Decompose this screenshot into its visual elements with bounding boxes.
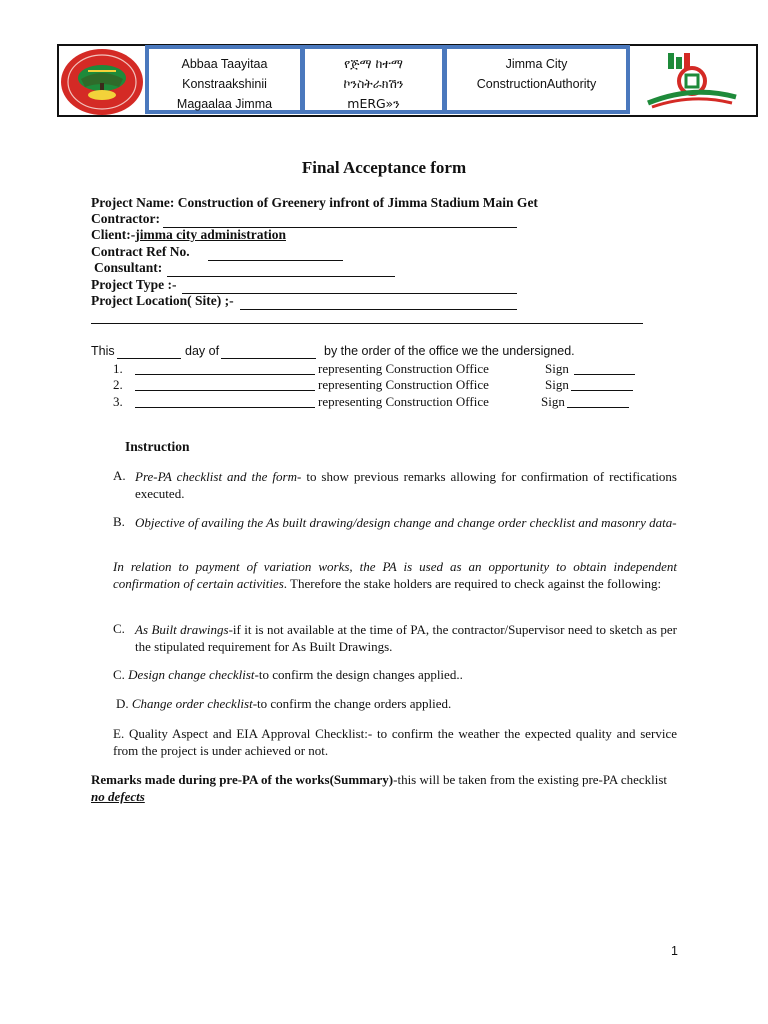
header-amharic-line-2: ኮንስትራክሽን [343, 76, 404, 91]
signatory-2-name-blank[interactable] [135, 378, 315, 391]
contractor-blank[interactable] [163, 214, 517, 228]
header-amharic-line-1: የጅማ ከተማ [344, 56, 403, 71]
page-title: Final Acceptance form [301, 158, 467, 177]
header-english-line-1: Jimma City [505, 57, 568, 71]
item-a-text: to show previous remarks allowing for confirmation of rectifications executed. [135, 469, 677, 501]
signatory-1-sign: Sign [545, 361, 569, 376]
contractor-row [91, 211, 160, 227]
remarks-emph: no defects [91, 789, 145, 804]
signatory-3-sign: Sign [541, 394, 565, 409]
relation-text: . Therefore the stake holders are required to check against the following: [283, 576, 662, 591]
item-c-text: -if it is not available at the time of PA, the contractor/Supervisor need to sketch as per the stipulated requirement for As Built Drawings. [135, 622, 677, 654]
header-amharic-line-3: mERG»ን [347, 96, 400, 111]
item-a [135, 468, 677, 502]
project-location-row [91, 293, 234, 309]
header-amharic-box [301, 45, 446, 114]
signatory-2-sign-blank[interactable] [571, 378, 633, 391]
consultant-blank[interactable] [167, 263, 395, 277]
item-c [135, 621, 677, 655]
instruction-heading: Instruction [125, 439, 190, 454]
signatory-3-name-blank[interactable] [135, 395, 315, 408]
item-c2-italic: Design change checklist [128, 667, 255, 682]
consultant-row [94, 260, 162, 276]
intro-this: This [91, 344, 115, 358]
signatory-2-sign: Sign [545, 377, 569, 392]
item-c2-prefix: C. [113, 667, 129, 682]
remarks-paragraph [91, 771, 671, 805]
signatory-3-sign-blank[interactable] [567, 395, 629, 408]
signatory-1-text: representing Construction Office [318, 361, 489, 376]
signatory-2-num: 2. [113, 377, 123, 392]
project-type-label: Project Type :- [91, 277, 177, 292]
item-e-text: E. Quality Aspect and EIA Approval Checklist:- to confirm the weather the expected quality and service from the project is under achieved or not. [113, 726, 677, 758]
relation-paragraph [113, 558, 677, 592]
signatory-1-name-blank[interactable] [135, 362, 315, 375]
remarks-bold: Remarks made during pre-PA of the works(Summary) [91, 772, 394, 787]
item-d-prefix: D. [116, 696, 132, 711]
signatory-1-sign-blank[interactable] [574, 362, 635, 375]
consultant-label: Consultant: [94, 260, 163, 275]
signatory-1-num: 1. [113, 361, 123, 376]
intro-month-blank[interactable] [221, 346, 316, 359]
relation-italic: In relation to payment of variation works, the PA is used as an opportunity to obtain independent confirmation of certain activities [113, 559, 677, 591]
city-emblem-logo [59, 47, 145, 117]
remarks-text: -this will be taken from the existing pre-PA checklist [393, 772, 668, 787]
contract-ref-row [91, 244, 190, 260]
construction-authority-logo [632, 47, 756, 113]
page-number: 1 [671, 944, 678, 958]
item-d [116, 696, 451, 712]
header-english-line-2: ConstructionAuthority [476, 77, 597, 91]
project-location-label: Project Location( Site) ;- [91, 293, 234, 308]
project-location-blank[interactable] [240, 296, 517, 310]
contract-ref-label: Contract Ref No. [91, 244, 190, 259]
item-b-letter: B. [113, 514, 125, 529]
header-english-box [443, 45, 630, 114]
item-c2-text: -to confirm the design changes applied.. [254, 667, 463, 682]
header-oromo-line-2: Konstraakshinii [182, 77, 267, 91]
intro-order-text: by the order of the office we the undersigned. [324, 344, 575, 358]
signatory-3-text: representing Construction Office [318, 394, 489, 409]
project-location-blank-2[interactable] [91, 313, 643, 324]
signatory-2-text: representing Construction Office [318, 377, 489, 392]
project-name-row [91, 195, 538, 211]
item-b-text: Objective of availing the As built drawing/design change and change order checklist and masonry data- [135, 515, 677, 530]
item-a-letter: A. [113, 468, 126, 483]
item-c-italic: As Built drawings [135, 622, 229, 637]
project-type-blank[interactable] [182, 280, 517, 294]
project-type-row [91, 277, 176, 293]
contractor-label: Contractor: [91, 211, 160, 226]
intro-day-of: day of [185, 344, 220, 358]
client-label: Client:- [91, 227, 136, 242]
contract-ref-blank[interactable] [208, 247, 343, 261]
project-name-label: Project Name: [91, 195, 175, 210]
intro-date-blank[interactable] [117, 346, 181, 359]
header-oromo-line-3: Magaalaa Jimma [176, 97, 273, 111]
client-row [91, 227, 286, 243]
item-d-italic: Change order checklist [131, 696, 253, 711]
client-value: jimma city administration [135, 227, 286, 242]
signatory-3-num: 3. [113, 394, 123, 409]
project-name-value: Construction of Greenery infront of Jimma Stadium Main Get [177, 195, 538, 210]
item-c2 [113, 667, 463, 683]
header-oromo-line-1: Abbaa Taayitaa [181, 57, 268, 71]
header-oromo-box [145, 45, 304, 114]
item-a-italic: Pre-PA checklist and the form- [135, 469, 302, 484]
item-c-letter: C. [113, 621, 125, 636]
item-d-text: -to confirm the change orders applied. [252, 696, 452, 711]
